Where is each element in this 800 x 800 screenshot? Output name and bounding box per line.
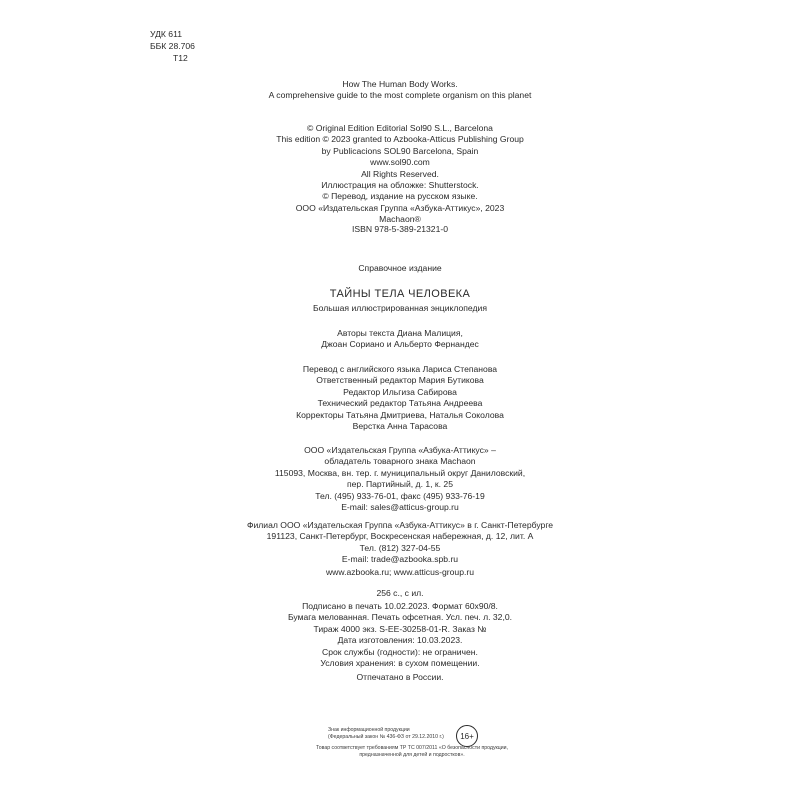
publisher-line: 115093, Москва, вн. тер. г. муниципальный округ Даниловский, <box>274 467 526 478</box>
staff-line: Перевод с английского языка Лариса Степанова <box>302 364 498 374</box>
edition-type-block <box>0 263 800 274</box>
copyright-line: www.sol90.com <box>370 157 430 168</box>
copyright-line: Иллюстрация на обложке: Shutterstock. <box>321 180 479 191</box>
pages-block <box>0 588 800 599</box>
print-info-line: Подписано в печать 10.02.2023. Формат 60х90/8. <box>302 601 498 611</box>
publisher-line: Тел. (495) 933-76-01, факс (495) 933-76-19 <box>315 490 485 501</box>
copyright-line: All Rights Reserved. <box>361 168 439 179</box>
printed-in-block <box>0 672 800 683</box>
author-mark: Т12 <box>173 53 188 63</box>
original-subtitle: A comprehensive guide to the most complete organism on this planet <box>268 90 532 101</box>
page-count: 256 с., с ил. <box>376 588 424 598</box>
print-info-line: Условия хранения: в сухом помещении. <box>320 658 480 669</box>
authors-block <box>0 328 800 351</box>
websites: www.azbooka.ru; www.atticus-group.ru <box>325 567 475 577</box>
info-product-sign-text <box>328 727 444 741</box>
book-subtitle: Большая иллюстрированная энциклопедия <box>313 303 487 313</box>
original-title: How The Human Body Works. <box>342 79 458 89</box>
book-title: ТАЙНЫ ТЕЛА ЧЕЛОВЕКА <box>329 288 471 300</box>
isbn: ISBN 978-5-389-21321-0 <box>351 224 449 234</box>
print-info-line: Дата изготовления: 10.03.2023. <box>337 635 463 646</box>
copyright-block <box>0 123 800 226</box>
bbk-code: ББК 28.706 <box>150 41 195 51</box>
staff-line: Ответственный редактор Мария Бутикова <box>316 375 484 386</box>
book-title-block <box>0 288 800 314</box>
compliance-line: предназначенной для детей и подростков». <box>359 752 465 758</box>
authors-line: Джоан Сориано и Альберто Фернандес <box>321 339 479 350</box>
branch-line: 191123, Санкт-Петербург, Воскресенская набережная, д. 12, лит. А <box>266 531 534 542</box>
staff-block <box>0 364 800 432</box>
staff-line: Корректоры Татьяна Дмитриева, Наталья Соколова <box>296 409 504 420</box>
publisher-line: ООО «Издательская Группа «Азбука-Аттикус» – <box>304 445 496 455</box>
compliance-line: Товар соответствует требованиям ТР ТС 007/2011 «О безопасности продукции, <box>315 745 509 751</box>
compliance-text <box>298 745 526 759</box>
branch-block <box>0 520 800 566</box>
branch-email: E-mail: trade@azbooka.spb.ru <box>341 554 459 565</box>
sign-line: (Федеральный закон № 436-ФЗ от 29.12.2010 г.) <box>328 734 444 740</box>
age-rating-badge: 16+ <box>456 725 478 747</box>
original-title-block <box>0 79 800 102</box>
staff-line: Редактор Ильгиза Сабирова <box>343 386 457 397</box>
copyright-line: Machaon® <box>379 214 421 225</box>
copyright-line: © Перевод, издание на русском языке. <box>322 191 478 202</box>
publisher-line: обладатель товарного знака Machaon <box>324 456 476 467</box>
printed-in: Отпечатано в России. <box>356 672 444 682</box>
copyright-line: by Publicacions SOL90 Barcelona, Spain <box>321 145 479 156</box>
edition-type: Справочное издание <box>358 263 442 273</box>
publisher-line: пер. Партийный, д. 1, к. 25 <box>346 479 453 490</box>
authors-line: Авторы текста Диана Малиция, <box>337 328 463 338</box>
staff-line: Верстка Анна Тарасова <box>352 421 448 432</box>
publisher-block <box>0 445 800 513</box>
product-sign-footer <box>298 725 528 767</box>
print-info-line: Тираж 4000 экз. S-EE-30258-01-R. Заказ № <box>313 623 487 634</box>
branch-line: Филиал ООО «Издательская Группа «Азбука-Аттикус» в г. Санкт-Петербурге <box>246 520 554 530</box>
branch-line: Тел. (812) 327-04-55 <box>359 542 441 553</box>
copyright-line: ООО «Издательская Группа «Азбука-Аттикус», 2023 <box>295 202 505 213</box>
print-info-line: Срок службы (годности): не ограничен. <box>322 646 478 657</box>
udk-code: УДК 611 <box>150 29 182 39</box>
copyright-line: © Original Edition Editorial Sol90 S.L., Barcelona <box>307 123 493 133</box>
publisher-email: E-mail: sales@atticus-group.ru <box>341 502 459 513</box>
classification-codes <box>150 28 195 64</box>
staff-line: Технический редактор Татьяна Андреева <box>317 398 483 409</box>
sign-line: Знак информационной продукции <box>328 727 410 733</box>
isbn-block <box>0 224 800 235</box>
websites-block <box>0 567 800 578</box>
print-info-block <box>0 601 800 669</box>
copyright-line: This edition © 2023 granted to Azbooka-Atticus Publishing Group <box>276 134 524 145</box>
print-info-line: Бумага мелованная. Печать офсетная. Усл. печ. л. 32,0. <box>287 612 513 623</box>
